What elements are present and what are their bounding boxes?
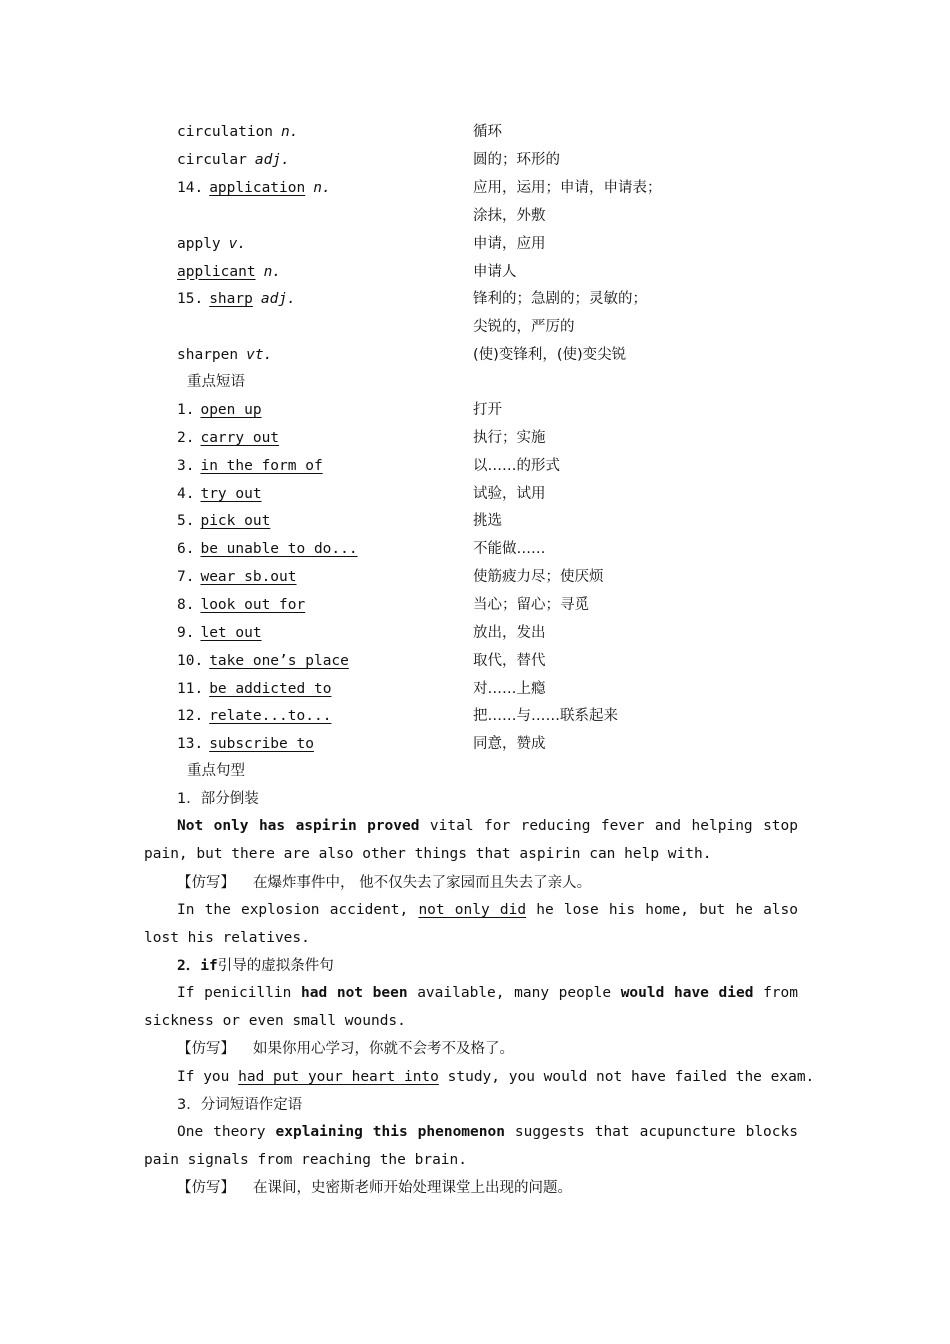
phrase-text: be addicted to	[209, 680, 332, 697]
answer-blank: had put your heart into	[238, 1069, 439, 1085]
translation-sentence	[177, 1063, 815, 1091]
phrase-text: look out for	[200, 596, 306, 613]
vocab-meaning: 涂抹，外敷	[473, 207, 546, 224]
item-number: 7.	[177, 569, 195, 586]
word-text: sharpen	[177, 347, 239, 364]
vocab-meaning: 锋利的；急剧的；灵敏的；	[473, 291, 647, 308]
phrase-text: wear sb.out	[200, 569, 297, 586]
sentence-text: study, you would not have failed the exam.	[438, 1069, 815, 1085]
sentences-heading: 重点句型	[187, 763, 245, 779]
imitation-prompt	[177, 1035, 514, 1063]
vocab-meaning: 尖锐的，严厉的	[473, 319, 575, 336]
bold-phrase: explaining this phenomenon	[275, 1124, 505, 1140]
sentence-text: If you	[177, 1069, 239, 1085]
example-sentence	[144, 1119, 798, 1175]
vocab-meaning: 循环	[473, 124, 502, 140]
phrase-meaning: 使筋疲力尽；使厌烦	[473, 569, 604, 586]
phrase-entry	[177, 507, 473, 535]
item-number: 13.	[177, 736, 204, 753]
phrase-entry	[177, 675, 473, 703]
vocab-row	[177, 174, 662, 202]
vocab-word	[177, 258, 473, 286]
item-number: 11.	[177, 680, 204, 697]
vocab-word	[177, 146, 473, 174]
part-of-speech: n.	[263, 263, 282, 280]
phrase-row	[177, 675, 546, 703]
phrase-row	[177, 480, 546, 508]
phrase-meaning: 同意，赞成	[473, 736, 546, 753]
imitation-tag: 【仿写】	[177, 875, 235, 891]
part-of-speech: adj.	[260, 291, 296, 308]
part-of-speech: v.	[228, 235, 247, 252]
phrase-text: try out	[200, 485, 262, 502]
sentence-text: vital for reducing fever and helping stop	[419, 818, 798, 834]
pattern-title: 1．部分倒装	[177, 791, 259, 807]
chinese-sentence: 在课间，史密斯老师开始处理课堂上出现的问题。	[253, 1180, 572, 1196]
phrase-entry	[177, 647, 473, 675]
imitation-prompt	[177, 1174, 572, 1202]
item-number: 10.	[177, 652, 204, 669]
item-number: 12.	[177, 708, 204, 725]
pattern-title-bold: 2．if	[177, 958, 218, 974]
vocab-meaning: 申请人	[473, 263, 517, 280]
item-number: 4.	[177, 485, 195, 502]
sentence-text: suggests that acupuncture blocks	[504, 1124, 798, 1140]
phrase-entry	[177, 702, 473, 730]
phrase-text: pick out	[200, 513, 271, 530]
translation-sentence	[144, 897, 798, 953]
phrase-row	[177, 619, 546, 647]
sentence-text: If penicillin	[177, 985, 302, 1001]
vocab-row	[177, 202, 546, 230]
bold-phrase: would have died	[620, 985, 754, 1001]
phrase-row	[177, 730, 546, 758]
item-number: 1.	[177, 402, 195, 418]
imitation-tag: 【仿写】	[177, 1180, 235, 1196]
phrase-meaning: 挑选	[473, 513, 502, 530]
phrase-entry	[177, 424, 473, 452]
phrase-meaning: 试验，试用	[473, 485, 546, 502]
phrase-entry	[177, 535, 473, 563]
vocab-meaning: 申请，应用	[473, 235, 546, 252]
vocab-row	[177, 230, 546, 258]
pattern-title	[177, 952, 334, 980]
pattern-title-text: 引导的虚拟条件句	[217, 958, 334, 974]
vocab-word	[177, 230, 473, 258]
word-text: circulation	[177, 124, 274, 140]
sentence-text: sickness or even small wounds.	[144, 1012, 406, 1029]
vocab-word	[177, 118, 473, 146]
sentence-text: pain, but there are also other things that aspirin can help with.	[144, 845, 712, 862]
phrase-meaning: 取代，替代	[473, 652, 546, 669]
pattern-title: 3．分词短语作定语	[177, 1097, 303, 1113]
phrase-text: take one’s place	[209, 652, 349, 669]
vocab-word	[177, 174, 473, 202]
phrase-meaning: 把……与……联系起来	[473, 708, 618, 725]
phrase-text: open up	[200, 402, 262, 418]
example-sentence	[144, 980, 798, 1036]
vocab-row	[177, 258, 517, 286]
phrase-text: be unable to do...	[200, 541, 358, 558]
phrase-row	[177, 535, 546, 563]
phrase-row	[177, 452, 560, 480]
vocab-row	[177, 146, 560, 174]
phrase-meaning: 对……上瘾	[473, 680, 546, 697]
item-number: 5.	[177, 513, 195, 530]
phrase-meaning: 执行；实施	[473, 429, 546, 446]
phrase-row	[177, 647, 546, 675]
item-number: 6.	[177, 541, 195, 558]
item-number: 15.	[177, 291, 204, 308]
sentence-text: lost his relatives.	[144, 929, 310, 946]
word-text: apply	[177, 235, 221, 252]
part-of-speech: adj.	[254, 151, 290, 168]
phrase-row	[177, 702, 618, 730]
item-number: 8.	[177, 596, 195, 613]
phrase-entry	[177, 563, 473, 591]
phrase-meaning: 当心；留心；寻觅	[473, 596, 589, 613]
vocab-row	[177, 341, 626, 369]
imitation-prompt	[177, 869, 591, 897]
phrase-text: in the form of	[200, 457, 323, 474]
phrase-row	[177, 591, 589, 619]
phrases-heading: 重点短语	[187, 374, 245, 390]
part-of-speech: n.	[281, 124, 299, 140]
phrase-meaning: 不能做……	[473, 541, 546, 558]
sentence-text: available, many people	[407, 985, 621, 1001]
item-number: 9.	[177, 624, 195, 641]
word-text: applicant	[177, 263, 256, 280]
vocab-word	[177, 285, 473, 313]
item-number: 14.	[177, 179, 204, 196]
chinese-sentence: 如果你用心学习，你就不会考不及格了。	[253, 1041, 514, 1057]
phrase-meaning: 以……的形式	[473, 457, 560, 474]
bold-phrase: Not only has aspirin proved	[177, 818, 420, 834]
word-text: sharp	[209, 291, 253, 308]
sentence-text: In the explosion accident,	[177, 902, 419, 918]
example-sentence	[144, 813, 798, 869]
phrase-entry	[177, 619, 473, 647]
vocab-meaning: 应用，运用；申请，申请表；	[473, 179, 662, 196]
phrase-text: let out	[200, 624, 262, 641]
phrase-row	[177, 424, 546, 452]
vocab-word	[177, 341, 473, 369]
vocab-meaning: (使)变锋利，(使)变尖锐	[473, 347, 627, 364]
chinese-sentence: 在爆炸事件中， 他不仅失去了家园而且失去了亲人。	[253, 875, 592, 891]
bold-phrase: had not been	[301, 985, 408, 1001]
phrase-row	[177, 563, 604, 591]
vocab-row	[177, 118, 502, 146]
phrase-row	[177, 396, 502, 424]
phrase-meaning: 放出，发出	[473, 624, 546, 641]
sentence-text: pain signals from reaching the brain.	[144, 1151, 468, 1168]
sentence-text: One theory	[177, 1124, 276, 1140]
item-number: 2.	[177, 429, 195, 446]
phrase-text: carry out	[200, 429, 280, 446]
phrase-entry	[177, 591, 473, 619]
vocab-meaning: 圆的；环形的	[473, 151, 560, 168]
phrase-meaning: 打开	[473, 402, 502, 418]
part-of-speech: n.	[313, 179, 331, 196]
item-number: 3.	[177, 457, 195, 474]
word-text: application	[209, 179, 306, 196]
phrase-entry	[177, 452, 473, 480]
vocab-row	[177, 313, 575, 341]
part-of-speech: vt.	[246, 347, 273, 364]
phrase-row	[177, 507, 502, 535]
phrase-entry	[177, 396, 473, 424]
phrase-text: subscribe to	[209, 736, 314, 753]
vocab-row	[177, 285, 647, 313]
phrase-text: relate...to...	[209, 708, 332, 725]
phrase-entry	[177, 480, 473, 508]
word-text: circular	[177, 151, 247, 168]
sentence-text: from	[753, 985, 799, 1001]
imitation-tag: 【仿写】	[177, 1041, 235, 1057]
answer-blank: not only did	[418, 902, 527, 918]
sentence-text: he lose his home, but he also	[526, 902, 798, 918]
phrase-entry	[177, 730, 473, 758]
